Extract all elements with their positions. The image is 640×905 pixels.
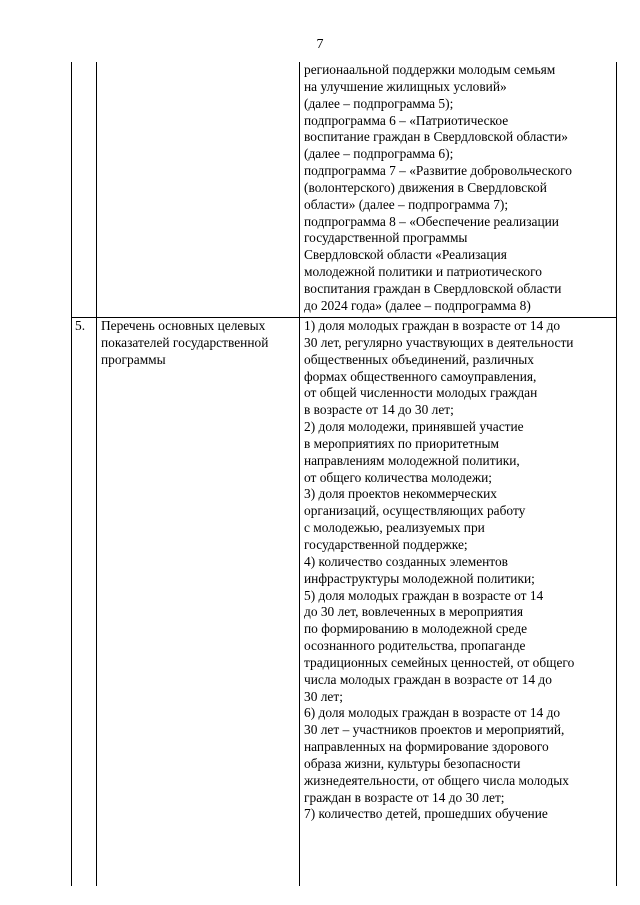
- text-line: в мероприятиях по приоритетным: [304, 435, 499, 451]
- text-line: подпрограмма 8 – «Обеспечение реализации: [304, 213, 559, 229]
- table-row-continued: [72, 62, 617, 318]
- text-line: образа жизни, культуры безопасности: [304, 755, 521, 771]
- text-line: государственной поддержке;: [304, 536, 468, 552]
- text-line: осознанного родительства, пропаганде: [304, 638, 526, 654]
- text-line: в возрасте от 14 до 30 лет;: [304, 402, 454, 418]
- text-line: от общей численности молодых граждан: [304, 385, 538, 401]
- text-line: подпрограмма 6 – «Патриотическое: [304, 112, 509, 128]
- label-line: программы: [101, 351, 166, 367]
- text-line: молодежной политики и патриотического: [304, 264, 542, 280]
- text-line: Свердловской области «Реализация: [304, 247, 507, 263]
- text-line: государственной программы: [304, 230, 468, 246]
- text-line: традиционных семейных ценностей, от общего: [304, 654, 575, 670]
- row-content-cell: [300, 318, 617, 887]
- text-line: 2) доля молодежи, принявшей участие: [304, 419, 524, 435]
- row-label-cell: [97, 62, 300, 318]
- text-line: до 2024 года» (далее – подпрограмма 8): [304, 297, 531, 313]
- text-line: области» (далее – подпрограмма 7);: [304, 196, 509, 212]
- text-line: формах общественного самоуправления,: [304, 368, 537, 384]
- text-line: 1) доля молодых граждан в возрасте от 14 до: [304, 318, 561, 333]
- label-line: Перечень основных целевых: [101, 318, 266, 333]
- text-line: 3) доля проектов некоммерческих: [304, 486, 498, 502]
- text-line: жизнедеятельности, от общего числа молодых: [304, 772, 569, 788]
- row-number-cell: [72, 62, 97, 318]
- row-content-cell: [300, 62, 617, 318]
- text-line: инфраструктуры молодежной политики;: [304, 570, 535, 586]
- text-line: от общего количества молодежи;: [304, 469, 492, 485]
- text-line: регионаальной поддержки молодым семьям: [304, 62, 556, 77]
- text-line: 4) количество созданных элементов: [304, 553, 508, 569]
- text-line: (волонтерского) движения в Свердловской: [304, 179, 547, 195]
- row-number-cell: 5.: [72, 318, 97, 887]
- text-line: 6) доля молодых граждан в возрасте от 14 до: [304, 705, 561, 721]
- text-line: граждан в возрасте от 14 до 30 лет;: [304, 789, 505, 805]
- text-line: (далее – подпрограмма 5);: [304, 95, 454, 111]
- text-line: 30 лет;: [304, 688, 343, 704]
- text-line: 30 лет – участников проектов и мероприятий,: [304, 722, 565, 738]
- text-line: до 30 лет, вовлеченных в мероприятия: [304, 604, 524, 620]
- text-line: 7) количество детей, прошедших обучение: [304, 806, 548, 822]
- table-row-5: [72, 318, 617, 887]
- text-line: 5) доля молодых граждан в возрасте от 14: [304, 587, 544, 603]
- text-line: направлениям молодежной политики,: [304, 452, 520, 468]
- text-line: воспитания граждан в Свердловской области: [304, 280, 562, 296]
- text-line: на улучшение жилищных условий»: [304, 78, 507, 94]
- text-line: общественных объединений, различных: [304, 351, 534, 367]
- label-line: показателей государственной: [101, 334, 269, 350]
- program-passport-table: [71, 62, 617, 886]
- text-line: (далее – подпрограмма 6);: [304, 146, 454, 162]
- text-line: подпрограмма 7 – «Развитие добровольческого: [304, 163, 572, 179]
- text-line: числа молодых граждан в возрасте от 14 до: [304, 671, 552, 687]
- text-line: направленных на формирование здорового: [304, 739, 549, 755]
- page-number: 7: [316, 37, 324, 52]
- text-line: по формированию в молодежной среде: [304, 621, 528, 637]
- text-line: организаций, осуществляющих работу: [304, 503, 526, 519]
- row-label-cell: [97, 318, 300, 887]
- text-line: воспитание граждан в Свердловской области»: [304, 129, 568, 145]
- text-line: 30 лет, регулярно участвующих в деятельности: [304, 334, 574, 350]
- text-line: с молодежью, реализуемых при: [304, 520, 485, 536]
